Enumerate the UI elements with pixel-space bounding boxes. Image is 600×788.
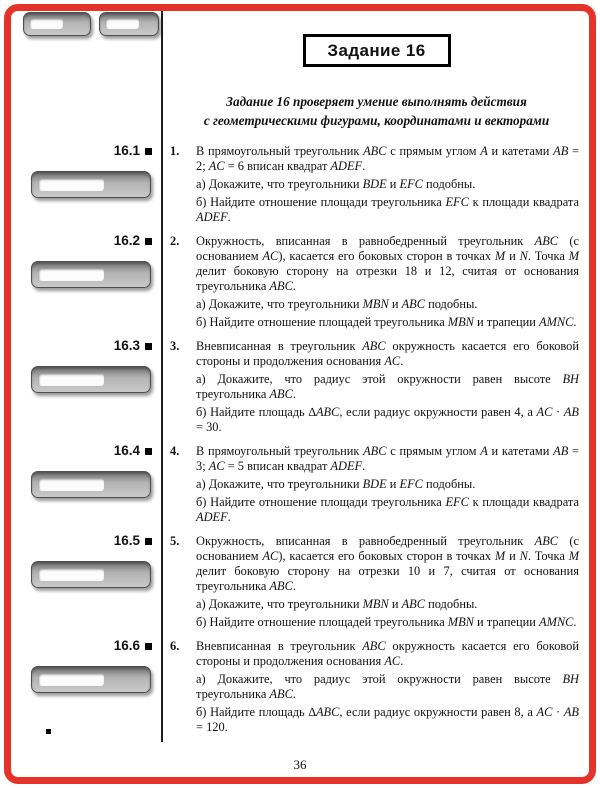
answer-box: [31, 366, 151, 393]
problem-body: [163, 444, 600, 525]
margin-cell: [0, 144, 163, 225]
problem-code: 16.5: [113, 533, 140, 548]
problem-body: [163, 639, 600, 735]
problem-number: 6.: [170, 639, 180, 653]
square-marker-icon: [145, 343, 152, 350]
problem-statement: В прямоугольный треугольник ABC с прямым углом A и катетами AB = 3; AC = 5 вписан квадрат ADEF.: [196, 444, 580, 473]
problem-margin-label: [0, 639, 163, 653]
problem-code: 16.4: [113, 443, 140, 458]
problem-body: [163, 339, 600, 435]
square-marker-icon: [145, 148, 152, 155]
answer-field: [38, 373, 104, 386]
problem-row: [0, 339, 600, 435]
answer-field: [38, 178, 104, 191]
problem-part-a: а) Докажите, что треугольники MBN и ABC подобны.: [196, 297, 478, 311]
answer-box: [99, 12, 159, 36]
problem-part-b: б) Найдите отношение площади треугольника EFC к площади квадрата ADEF.: [196, 495, 580, 524]
problem-margin-label: [0, 144, 163, 158]
answer-field: [105, 18, 139, 29]
problem-margin-label: [0, 534, 163, 548]
problem-code: 16.2: [113, 233, 140, 248]
answer-box: [31, 561, 151, 588]
problem-statement-row: [170, 444, 579, 474]
problem-margin-label: [0, 339, 163, 353]
problem-code: 16.3: [113, 338, 140, 353]
square-marker-icon: [145, 448, 152, 455]
task-heading: Задание 16: [327, 40, 426, 60]
answer-box: [31, 171, 151, 198]
problem-part-a: а) Докажите, что треугольники BDE и EFC подобны.: [196, 477, 476, 491]
problem-statement-row: [170, 339, 579, 369]
answer-box: [31, 471, 151, 498]
problem-number: 3.: [170, 339, 180, 353]
problem-part-a: а) Докажите, что радиус этой окружности равен высоте BH треугольника ABC.: [196, 672, 579, 701]
problem-statement: Окружность, вписанная в равнобедренный треугольник ABC (с основанием AC), касается его боковых сторон в точках M и N. Точка M делит боковую сторону на отрезки 10 и 7, считая от основания треугольника ABC.: [196, 534, 580, 593]
problem-code: 16.6: [113, 638, 140, 653]
margin-cell: [0, 234, 163, 330]
problem-number: 5.: [170, 534, 180, 548]
problem-number: 2.: [170, 234, 180, 248]
top-answer-boxes: [23, 12, 159, 36]
problem-margin-label: [0, 444, 163, 458]
problem-margin-label: [0, 234, 163, 248]
problem-row: [0, 534, 600, 630]
problem-part-b: б) Найдите отношение площадей треугольника MBN и трапеции AMNC.: [196, 315, 577, 329]
square-marker-icon: [145, 538, 152, 545]
problem-statement-row: [170, 534, 579, 594]
answer-field: [38, 673, 104, 686]
problem-part-b: б) Найдите отношение площади треугольника EFC к площади квадрата ADEF.: [196, 195, 580, 224]
square-marker-icon: [145, 238, 152, 245]
problem-statement-row: [170, 234, 579, 294]
task-description: [173, 92, 580, 130]
problem-part-a: а) Докажите, что радиус этой окружности равен высоте BH треугольника ABC.: [196, 372, 579, 401]
margin-cell: [0, 444, 163, 525]
problem-statement: В прямоугольный треугольник ABC с прямым углом A и катетами AB = 2; AC = 6 вписан квадрат ADEF.: [196, 144, 580, 173]
answer-field: [38, 568, 104, 581]
problem-body: [163, 534, 600, 630]
answer-box: [31, 666, 151, 693]
problem-row: [0, 144, 600, 225]
problem-body: [163, 234, 600, 330]
answer-field: [29, 18, 63, 29]
problem-statement-row: [170, 639, 579, 669]
problem-statement: Вневписанная в треугольник ABC окружность касается его боковой стороны и продолжения основания AC.: [196, 339, 579, 368]
task-description-line2: с геометрическими фигурами, координатами и векторами: [203, 113, 550, 128]
task-heading-box: [303, 34, 451, 67]
margin-cell: [0, 534, 163, 630]
square-marker-icon: [145, 643, 152, 650]
problem-part-b: б) Найдите площадь ∆ABC, если радиус окружности равен 8, а AC · AB = 120.: [196, 705, 579, 734]
problem-number: 4.: [170, 444, 180, 458]
problem-number: 1.: [170, 144, 180, 158]
margin-cell: [0, 339, 163, 435]
answer-box: [31, 261, 151, 288]
answer-field: [38, 268, 104, 281]
problem-row: [0, 444, 600, 525]
margin-divider-line: [161, 11, 163, 742]
problem-row: [0, 234, 600, 330]
problem-part-a: а) Докажите, что треугольники MBN и ABC подобны.: [196, 597, 478, 611]
problem-part-b: б) Найдите отношение площадей треугольника MBN и трапеции AMNC.: [196, 615, 577, 629]
problem-statement: Окружность, вписанная в равнобедренный треугольник ABC (с основанием AC), касается его боковых сторон в точках M и N. Точка M делит боковую сторону на отрезки 18 и 12, считая от основания треугольника ABC.: [196, 234, 580, 293]
answer-box: [23, 12, 91, 36]
problem-code: 16.1: [113, 143, 140, 158]
problems-list: [0, 144, 600, 735]
problem-statement-row: [170, 144, 579, 174]
print-mark: [46, 729, 51, 734]
problem-part-b: б) Найдите площадь ∆ABC, если радиус окружности равен 4, а AC · AB = 30.: [196, 405, 579, 434]
problem-row: [0, 639, 600, 735]
problem-part-a: а) Докажите, что треугольники BDE и EFC подобны.: [196, 177, 476, 191]
answer-field: [38, 478, 104, 491]
task-description-line1: Задание 16 проверяет умение выполнять действия: [226, 94, 527, 109]
page-number: 36: [293, 757, 307, 772]
margin-cell: [0, 639, 163, 735]
problem-statement: Вневписанная в треугольник ABC окружность касается его боковой стороны и продолжения основания AC.: [196, 639, 579, 668]
problem-body: [163, 144, 600, 225]
header-column: [163, 0, 600, 130]
